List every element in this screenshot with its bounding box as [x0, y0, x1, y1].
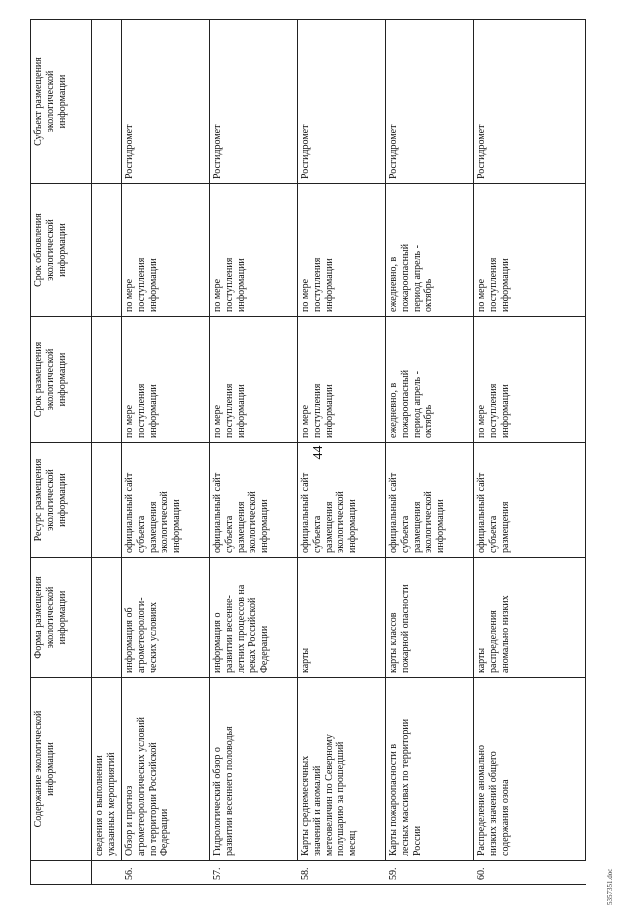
row-number: 58.	[298, 861, 386, 885]
row-number: 59.	[386, 861, 474, 885]
cell-resource	[92, 443, 122, 558]
header-subject: Субъект размещения экологической информации	[31, 20, 92, 184]
cell-form: информация об агрометеорологи- ческих условиях	[122, 558, 210, 678]
cell-update-term: ежедневно, в пожароопасный период апрель - октябрь	[386, 184, 474, 317]
row-number: 56.	[122, 861, 210, 885]
header-update-term: Срок обновления экологической информации	[31, 184, 92, 317]
header-num	[31, 861, 92, 885]
cell-content: Карты пожароопасности в лесных массивах по территории России	[386, 678, 474, 861]
header-form: Форма размещения экологической информации	[31, 558, 92, 678]
table-row	[92, 20, 122, 885]
cell-resource: официальный сайт субъекта размещения экологической информации	[122, 443, 210, 558]
cell-update-term	[92, 184, 122, 317]
table-row	[474, 20, 586, 885]
cell-placement-term: по мере поступления информации	[210, 317, 298, 443]
cell-resource: официальный сайт субъекта размещения экологической информации	[386, 443, 474, 558]
row-number	[92, 861, 122, 885]
cell-update-term: по мере поступления информации	[122, 184, 210, 317]
cell-form: карты классов пожарной опасности	[386, 558, 474, 678]
cell-form: карты распределения аномально низких	[474, 558, 586, 678]
cell-content: сведения о выполнении указанных мероприятий	[92, 678, 122, 861]
cell-placement-term: по мере поступления информации	[474, 317, 586, 443]
cell-content: Обзор и прогноз агрометеорологических условий по территории Российской Федерации	[122, 678, 210, 861]
row-number: 60.	[474, 861, 586, 885]
cell-form: информация о развитии весенне- летних процессов на реках Российской Федерации	[210, 558, 298, 678]
cell-placement-term: ежедневно, в пожароопасный период апрель - октябрь	[386, 317, 474, 443]
cell-placement-term: по мере поступления информации	[298, 317, 386, 443]
table-row	[210, 20, 298, 885]
cell-update-term: по мере поступления информации	[298, 184, 386, 317]
header-placement-term: Срок размещения экологической информации	[31, 317, 92, 443]
cell-subject: Росгидромет	[298, 20, 386, 184]
cell-subject: Росгидромет	[122, 20, 210, 184]
cell-form	[92, 558, 122, 678]
cell-update-term: по мере поступления информации	[210, 184, 298, 317]
cell-subject: Росгидромет	[386, 20, 474, 184]
table-row	[298, 20, 386, 885]
header-resource: Ресурс размещения экологической информации	[31, 443, 92, 558]
row-number: 57.	[210, 861, 298, 885]
cell-resource: официальный сайт субъекта размещения экологической информации	[298, 443, 386, 558]
cell-subject: Росгидромет	[210, 20, 298, 184]
table-row	[122, 20, 210, 885]
cell-content: Гидрологический обзор о развитии весеннего половодья	[210, 678, 298, 861]
cell-placement-term: по мере поступления информации	[122, 317, 210, 443]
cell-placement-term	[92, 317, 122, 443]
cell-subject: Росгидромет	[474, 20, 586, 184]
cell-resource: официальный сайт субъекта размещения	[474, 443, 586, 558]
cell-form: карты	[298, 558, 386, 678]
cell-subject	[92, 20, 122, 184]
cell-content: Распределение аномально низких значений общего содержания озона	[474, 678, 586, 861]
environmental-info-table	[30, 19, 586, 885]
header-content: Содержание экологической информации	[31, 678, 92, 861]
cell-resource: официальный сайт субъекта размещения экологической информации	[210, 443, 298, 558]
document-file-code: 5357351.doc	[606, 868, 614, 905]
table-row	[386, 20, 474, 885]
cell-update-term: по мере поступления информации	[474, 184, 586, 317]
page-number: 44	[311, 445, 326, 460]
cell-content: Карты среднемесячных значений и аномалий метеовеличин по Северному полушарию за прошедший месяц	[298, 678, 386, 861]
table-header-row	[31, 20, 92, 885]
